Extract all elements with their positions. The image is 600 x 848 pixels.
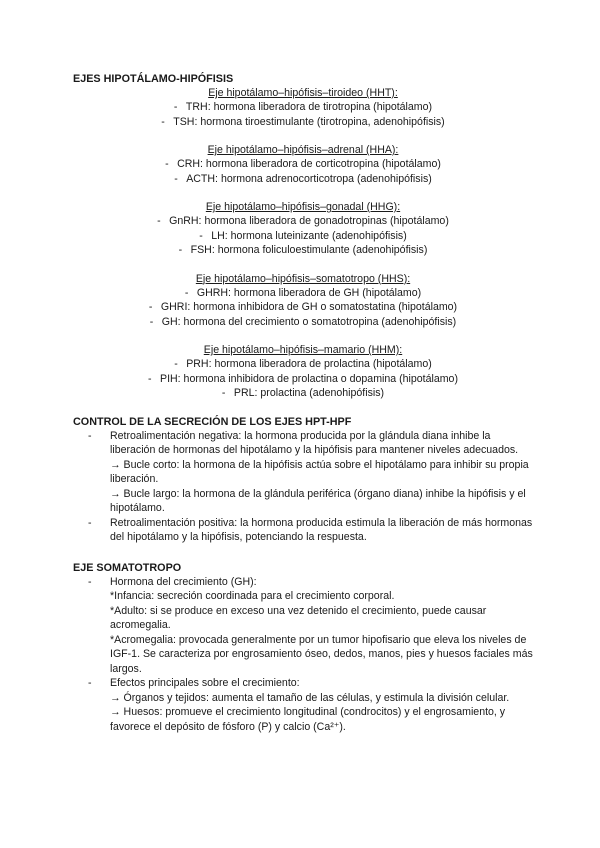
heading-somatotropo: EJE SOMATOTROPO (73, 561, 182, 574)
document-content (73, 72, 533, 734)
axis-item: - GnRH: hormona liberadora de gonadotropinas (hipotálamo) (157, 215, 449, 227)
axis-item: - PRL: prolactina (adenohipófisis) (221, 387, 385, 399)
axis-item: - TSH: hormona tiroestimulante (tirotropina, adenohipófisis) (161, 115, 445, 128)
axes-block (73, 86, 533, 401)
axis-item: - ACTH: hormona adrenocorticotropa (adenohipófisis) (174, 172, 432, 185)
axis-title: Eje hipotálamo–hipófisis–somatotropo (HHS): (195, 272, 411, 285)
axis-hhm (73, 343, 533, 401)
axis-item: - PIH: hormona inhibidora de prolactina o dopamina (hipotálamo) (148, 372, 458, 385)
axis-item: - FSH: hormona foliculoestimulante (adenohipófisis) (178, 244, 428, 256)
control-list (73, 429, 533, 545)
axis-hht (73, 86, 533, 129)
axis-item: - TRH: hormona liberadora de tirotropina (hipotálamo) (173, 101, 433, 113)
axis-item: - CRH: hormona liberadora de corticotropina (hipotálamo) (165, 158, 441, 170)
list-item: - Retroalimentación negativa: la hormona producida por la glándula diana inhibe la liberación de hormonas del hipotálamo y la hipófisis para mantener niveles adecuados. → Bucle corto: la hormona de la hipófisis actúa sobre el hipotálamo para inhibir su propia liberación. → Bucle largo: la hormona de la glándula periférica (órgano diana) inhibe la hipófisis y el hipotálamo. (88, 429, 529, 514)
list-item: - Hormona del crecimiento (GH): *Infancia: secreción coordinada para el crecimiento corporal. *Adulto: si se produce en exceso una vez detenido el crecimiento, puede causar acromegalia. *Acromegalia: provocada generalmente por un tumor hipofisario que eleva los niveles de IGF-1. Se caracteriza por engrosamiento óseo, dedos, manos, pies y huesos faciales más largos. (88, 575, 533, 675)
axis-item: - GHRH: hormona liberadora de GH (hipotálamo) (184, 286, 422, 299)
axis-item: - GH: hormona del crecimiento o somatotropina (adenohipófisis) (149, 315, 457, 328)
axis-title: Eje hipotálamo–hipófisis–adrenal (HHA): (207, 144, 399, 156)
heading-control: CONTROL DE LA SECRECIÓN DE LOS EJES HPT-HPF (73, 415, 352, 428)
section-somatotropo (73, 561, 533, 735)
axis-title: Eje hipotálamo–hipófisis–tiroideo (HHT): (208, 87, 398, 99)
somato-list (73, 575, 533, 735)
section-control (73, 415, 533, 545)
axis-item: - LH: hormona luteinizante (adenohipófisis) (199, 229, 407, 242)
axis-hhg (73, 200, 533, 258)
axis-title: Eje hipotálamo–hipófisis–mamario (HHM): (203, 344, 403, 356)
heading-ejes: EJES HIPOTÁLAMO-HIPÓFISIS (73, 73, 234, 85)
list-item: - Efectos principales sobre el crecimiento: → Órganos y tejidos: aumenta el tamaño de las células, y estimula la división celular. → Huesos: promueve el crecimiento longitudinal (condrocitos) y el engrosamiento, y favorece el depósito de fósforo (P) y calcio (Ca²⁺). (88, 677, 510, 733)
axis-title: Eje hipotálamo–hipófisis–gonadal (HHG): (205, 201, 401, 213)
axis-item: - GHRI: hormona inhibidora de GH o somatostatina (hipotálamo) (148, 301, 458, 313)
list-item: - Retroalimentación positiva: la hormona producida estimula la liberación de más hormonas del hipotálamo y la hipófisis, potenciando la respuesta. (88, 516, 533, 543)
axis-hhs (73, 272, 533, 330)
axis-item: - PRH: hormona liberadora de prolactina (hipotálamo) (174, 358, 432, 370)
axis-hha (73, 143, 533, 186)
